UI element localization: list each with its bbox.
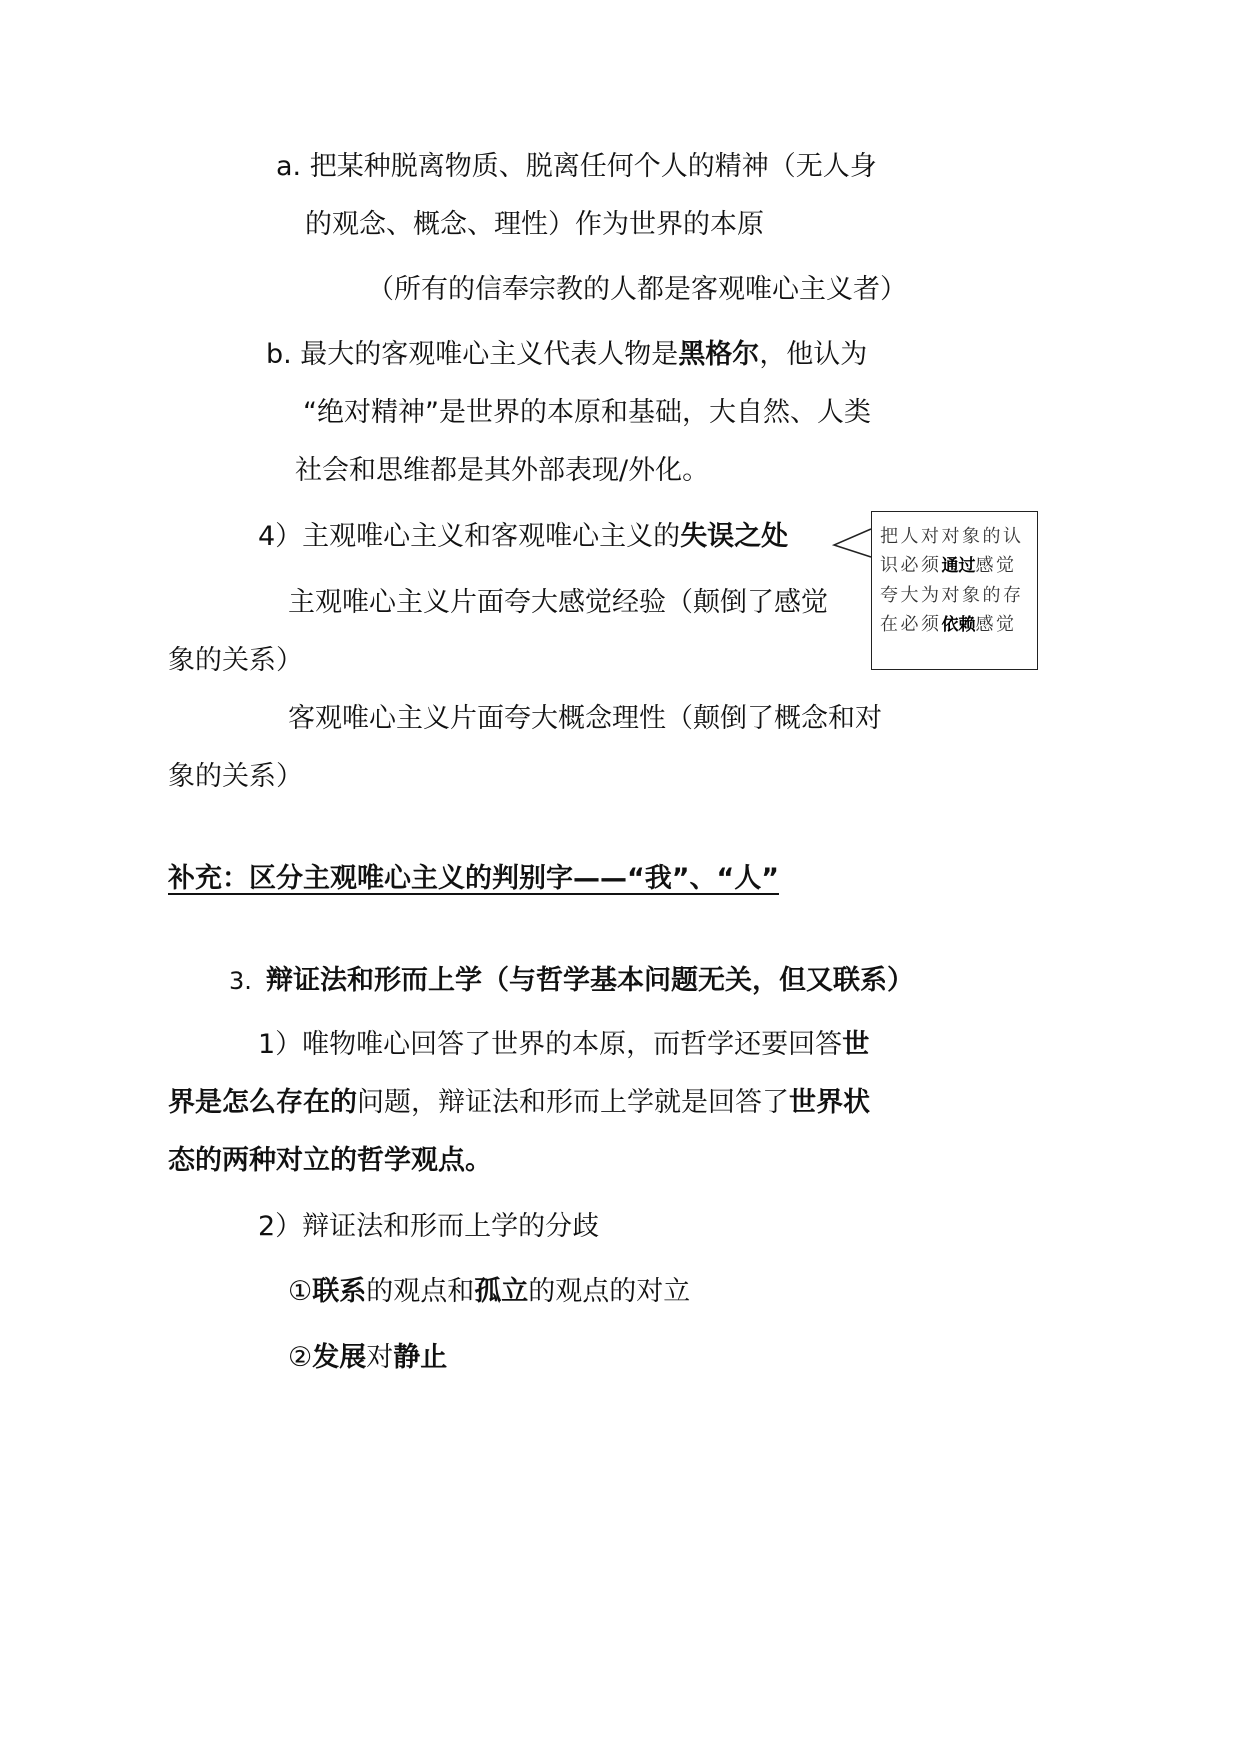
q1-line-2: 界是怎么存在的问题，辩证法和形而上学就是回答了世界状 <box>168 1087 870 1118</box>
point-4-heading: 4）主观唯心主义和客观唯心主义的失误之处 <box>258 521 789 552</box>
subjective-line-1: 主观唯心主义片面夸大感觉经验（颠倒了感觉 <box>288 587 828 618</box>
item-b-line-3: 社会和思维都是其外部表现/外化。 <box>295 455 710 486</box>
callout-box <box>871 511 1038 670</box>
hegel-bold: 黑格尔 <box>678 339 760 370</box>
item-b-line-1: b. 最大的客观唯心主义代表人物是黑格尔，他认为 <box>266 339 868 370</box>
divergence-item-1: ①联系的观点和孤立的观点的对立 <box>288 1276 691 1307</box>
divergence-heading: 2）辩证法和形而上学的分歧 <box>258 1211 600 1242</box>
item-a-note: （所有的信奉宗教的人都是客观唯心主义者） <box>367 274 907 305</box>
supplement-heading: 补充：区分主观唯心主义的判别字——“我”、“人” <box>168 863 779 894</box>
section-3-number: 3. <box>229 967 252 995</box>
item-b-line-2: “绝对精神”是世界的本原和基础，大自然、人类 <box>303 397 871 428</box>
objective-line-2: 象的关系） <box>168 761 303 792</box>
subjective-line-2: 象的关系） <box>168 645 303 676</box>
callout-bold-tongguo: 通过 <box>941 556 976 576</box>
objective-line-1: 客观唯心主义片面夸大概念理性（颠倒了概念和对 <box>288 703 882 734</box>
section-3-title: 辩证法和形而上学（与哲学基本问题无关，但又联系） <box>266 965 914 996</box>
q1-line-1: 1）唯物唯心回答了世界的本原，而哲学还要回答世 <box>258 1029 870 1060</box>
mistake-bold: 失误之处 <box>680 521 789 552</box>
divergence-item-2: ②发展对静止 <box>288 1342 448 1373</box>
q1-line-3: 态的两种对立的哲学观点。 <box>168 1145 492 1176</box>
callout-bold-yilai: 依赖 <box>941 615 976 635</box>
item-a-line-1: a. 把某种脱离物质、脱离任何个人的精神（无人身 <box>276 151 877 182</box>
item-a-line-2: 的观念、概念、理性）作为世界的本原 <box>305 209 764 240</box>
callout-text: 把人对对象的认识必须通过感觉夸大为对象的存在必须依赖感觉 <box>880 526 1024 635</box>
